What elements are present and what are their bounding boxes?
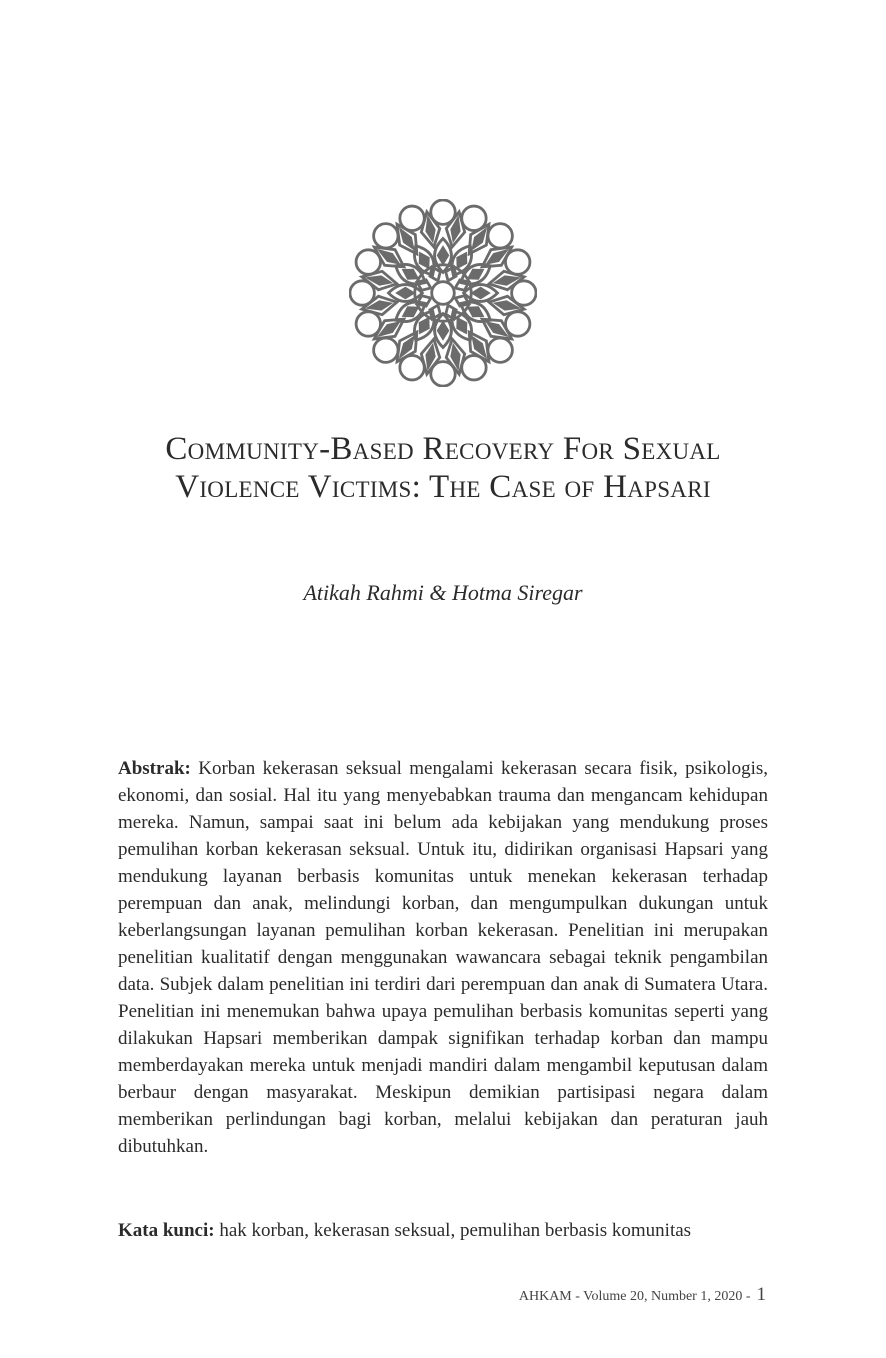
keywords-text: hak korban, kekerasan seksual, pemulihan berbasis komunitas <box>214 1220 692 1241</box>
abstract <box>118 755 768 1160</box>
title-line-1: Community-Based Recovery For Sexual <box>165 431 721 467</box>
paper-title <box>60 430 826 506</box>
abstract-label: Abstrak: <box>118 758 191 779</box>
page-footer <box>519 1284 766 1306</box>
abstract-text: Korban kekerasan seksual mengalami kekerasan secara fisik, psikologis, ekonomi, dan sosial. Hal itu yang menyebabkan trauma dan mengancam kehidupan mereka. Namun, sampai saat ini belum ada kebijakan yang mendukung proses pemulihan korban kekerasan seksual. Untuk itu, didirikan organisasi Hapsari yang mendukung layanan berbasis komunitas untuk menekan kekerasan terhadap perempuan dan anak, melindungi korban, dan mengumpulkan dukungan untuk keberlangsungan layanan pemulihan korban kekerasan. Penelitian ini merupakan penelitian kualitatif dengan menggunakan wawancara sebagai teknik pengambilan data. Subjek dalam penelitian ini terdiri dari perempuan dan anak di Sumatera Utara. Penelitian ini menemukan bahwa upaya pemulihan berbasis komunitas seperti yang dilakukan Hapsari memberikan dampak signifikan terhadap korban dan mampu memberdayakan mereka untuk menjadi mandiri dalam mengambil keputusan dalam berbaur dengan masyarakat. Meskipun demikian partisipasi negara dalam memberikan perlindungan bagi korban, melalui kebijakan dan peraturan jauh dibutuhkan. <box>118 758 768 1157</box>
keywords <box>118 1217 768 1244</box>
author-names: Atikah Rahmi & Hotma Siregar <box>303 580 583 605</box>
title-line-2: Violence Victims: The Case of Hapsari <box>175 469 711 505</box>
keywords-label: Kata kunci: <box>118 1220 215 1241</box>
page-number: 1 <box>756 1284 766 1305</box>
journal-info: AHKAM - Volume 20, Number 1, 2020 - <box>518 1289 751 1304</box>
rosette-ornament-icon <box>349 199 537 387</box>
